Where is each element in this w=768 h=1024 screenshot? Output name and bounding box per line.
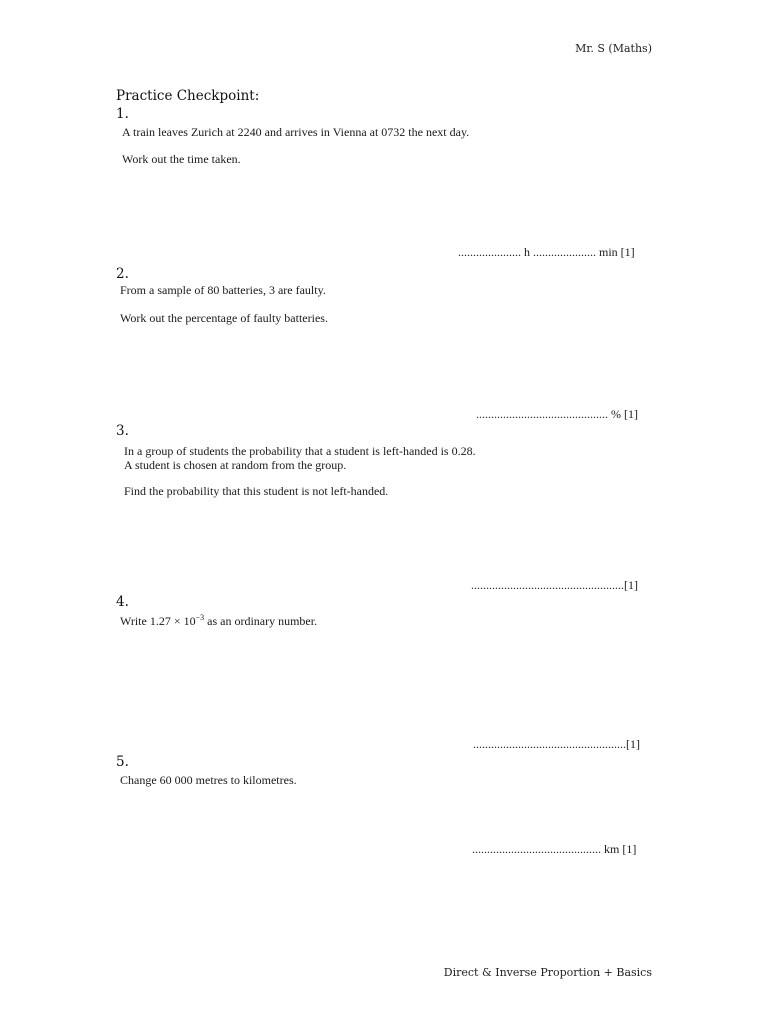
question-4-answer-line[interactable]: ...................................................[1]	[473, 737, 640, 751]
question-3-text: In a group of students the probability that a student is left-handed is 0.28.	[124, 444, 476, 458]
question-1-answer-line[interactable]: ..................... h ..................... min [1]	[458, 245, 635, 259]
question-3-answer-line[interactable]: ...................................................[1]	[471, 578, 638, 592]
question-3-number: 3.	[116, 423, 129, 439]
topic-footer: Direct & Inverse Proportion + Basics	[443, 966, 652, 979]
question-1-instruction: Work out the time taken.	[122, 152, 241, 166]
author-label: Mr. S (Maths)	[575, 42, 652, 55]
exponent: −3	[195, 613, 205, 622]
question-2-answer-line[interactable]: ............................................ % [1]	[476, 407, 638, 421]
question-2-text: From a sample of 80 batteries, 3 are faulty.	[120, 283, 326, 297]
question-4-number: 4.	[116, 594, 129, 610]
question-5-number: 5.	[116, 754, 129, 770]
question-5-answer-line[interactable]: ........................................... km [1]	[472, 842, 637, 856]
question-1-number: 1.	[116, 106, 129, 122]
question-2-instruction: Work out the percentage of faulty batteries.	[120, 311, 328, 325]
question-5-text: Change 60 000 metres to kilometres.	[120, 773, 297, 787]
question-3-instruction: Find the probability that this student is not left-handed.	[124, 484, 389, 498]
question-3-text-2: A student is chosen at random from the group.	[124, 458, 347, 472]
question-4-text: Write $1.27 \times 10^{-3}$ as an ordinary number.	[120, 613, 318, 628]
page-title: Practice Checkpoint:	[116, 88, 260, 104]
question-2-number: 2.	[116, 266, 129, 282]
question-1-text: A train leaves Zurich at 2240 and arrives in Vienna at 0732 the next day.	[122, 125, 470, 139]
